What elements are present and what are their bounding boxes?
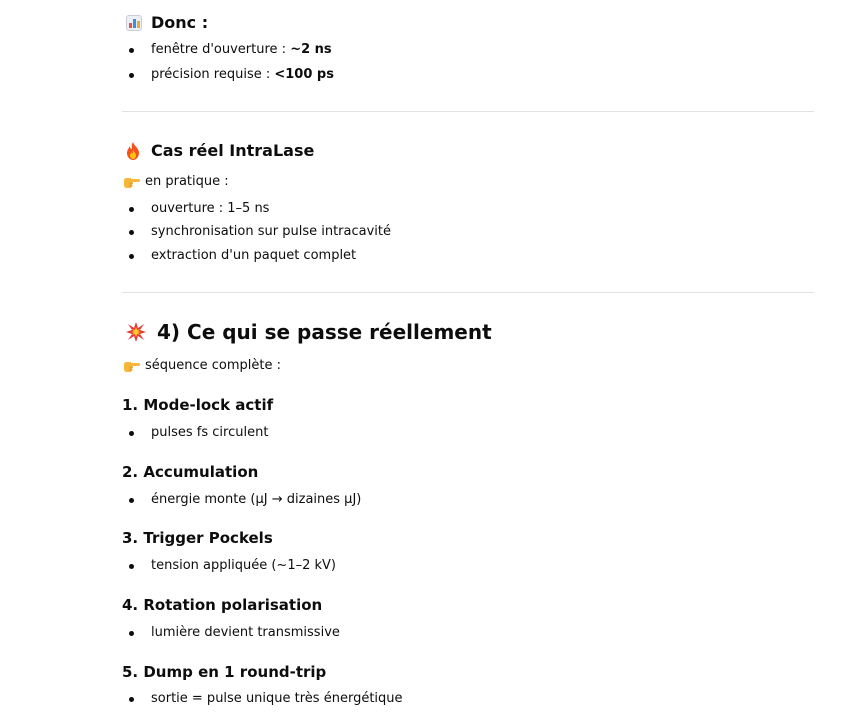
bullet-dot [129, 697, 134, 702]
bullet-dot [129, 73, 134, 78]
list-item-value: ~2 ns [290, 42, 332, 57]
list-item: pulses fs circulent [151, 425, 269, 440]
bullet-dot [129, 48, 134, 53]
bullet-dot [129, 254, 134, 259]
bullet-dot [129, 207, 134, 212]
list-item: tension appliquée (~1–2 kV) [151, 558, 336, 573]
bullet-dot [129, 498, 134, 503]
list-item: énergie monte (µJ → dizaines µJ) [151, 492, 362, 507]
pointing-right-icon [123, 176, 140, 189]
section4-heading: 4) Ce qui se passe réellement [157, 320, 492, 344]
bullet-dot [129, 230, 134, 235]
step-title: 4. Rotation polarisation [122, 596, 323, 614]
collision-icon [125, 321, 147, 343]
list-item: ouverture : 1–5 ns [151, 201, 270, 216]
list-item-label: fenêtre d'ouverture : [151, 42, 291, 57]
bar-chart-icon [126, 15, 142, 31]
step-title: 5. Dump en 1 round-trip [122, 663, 327, 681]
step-title: 3. Trigger Pockels [122, 529, 273, 547]
list-item-value: <100 ps [274, 67, 334, 82]
list-item [151, 67, 334, 82]
bullet-dot [129, 564, 134, 569]
list-item: lumière devient transmissive [151, 625, 340, 640]
bullet-dot [129, 631, 134, 636]
step-title: 1. Mode-lock actif [122, 396, 274, 414]
step-title: 2. Accumulation [122, 463, 259, 481]
divider [122, 111, 814, 112]
section4-intro: séquence complète : [145, 358, 282, 373]
list-item-label: précision requise : [151, 67, 275, 82]
list-item: extraction d'un paquet complet [151, 248, 357, 263]
list-item [151, 42, 332, 57]
list-item: synchronisation sur pulse intracavité [151, 224, 391, 239]
pointing-right-icon [123, 360, 140, 373]
divider [122, 292, 814, 293]
cas-heading: Cas réel IntraLase [151, 141, 315, 160]
donc-heading: Donc : [151, 13, 209, 32]
fire-icon [125, 142, 141, 160]
cas-intro: en pratique : [145, 174, 229, 189]
bullet-dot [129, 431, 134, 436]
list-item: sortie = pulse unique très énergétique [151, 691, 403, 706]
